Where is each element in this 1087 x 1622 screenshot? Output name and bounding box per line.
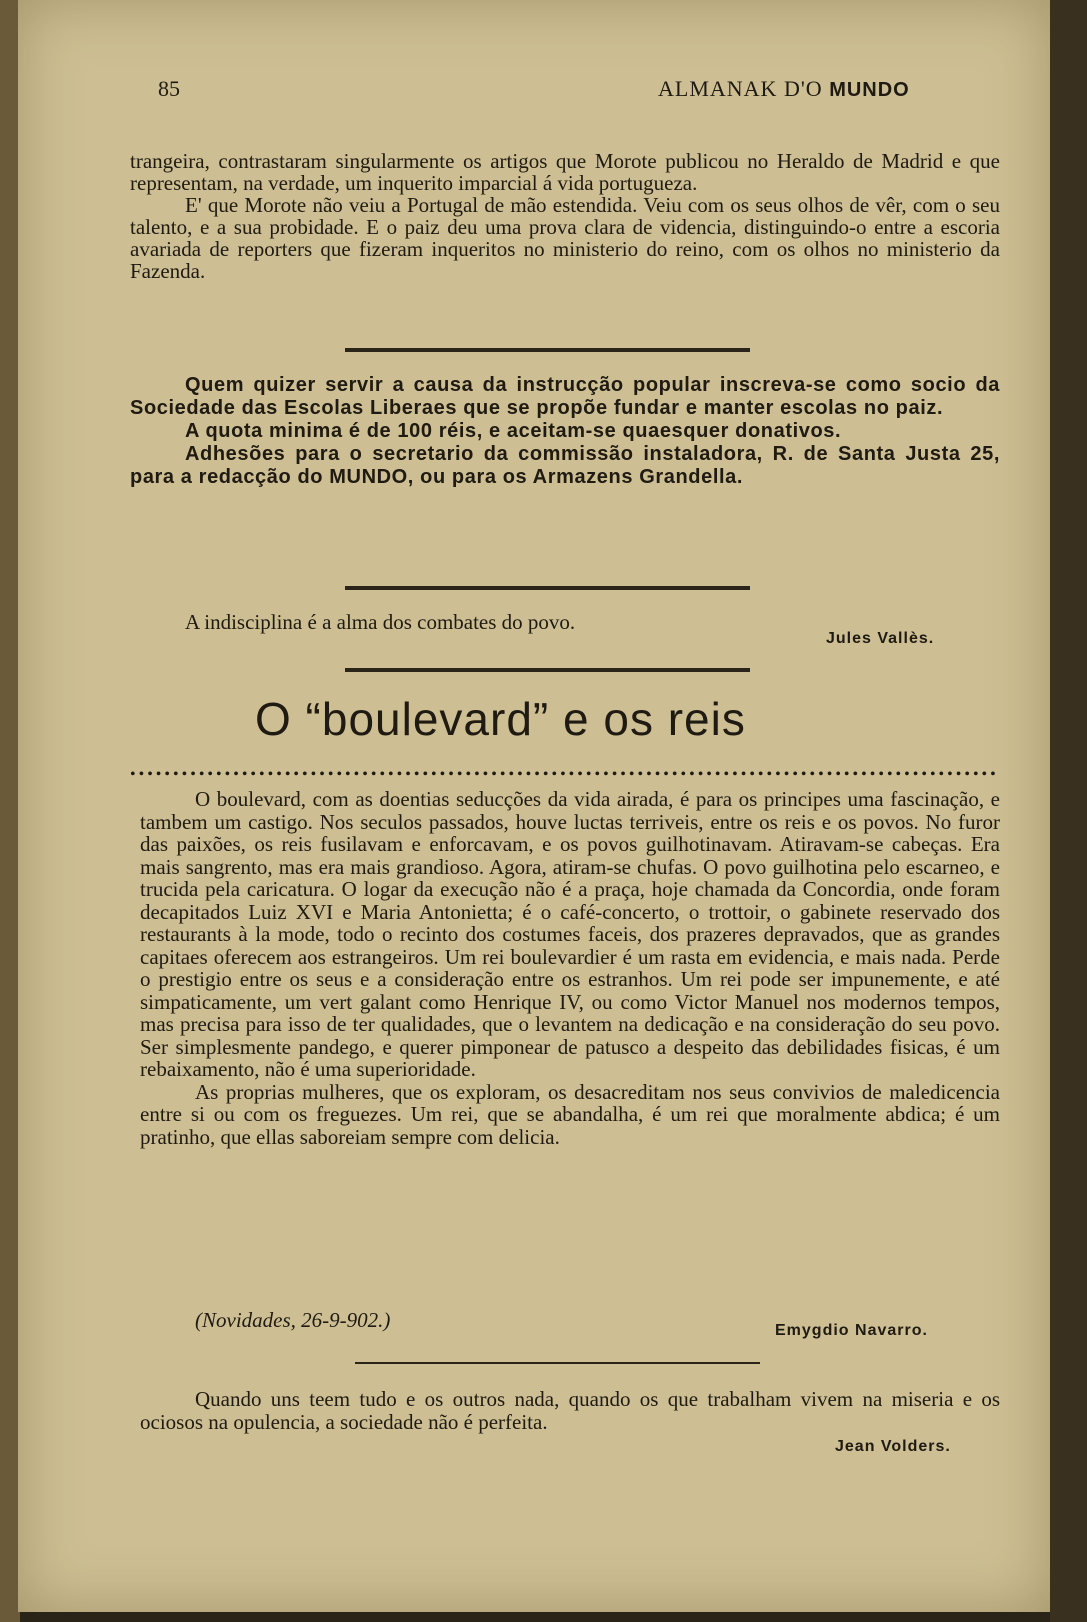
intro-paragraph-1: trangeira, contrastaram singularmente os artigos que Morote publicou no Heraldo de Madrid e que representam, na verdade, um inquerito imparcial á vida portugueza. (130, 149, 1000, 195)
quote-2-author: Jean Volders. (835, 1438, 951, 1455)
book-page (18, 0, 1050, 1612)
intro-text (130, 150, 1000, 282)
intro-paragraph-2: E' que Morote não veiu a Portugal de mão estendida. Veiu com os seus olhos de vêr, com o seu talento, e a sua probidade. E o paiz deu uma prova clara de videncia, distinguindo-o entre a escoria avariada de reporters que fizeram inqueritos no ministerio do reino, com os olhos no ministerio da Fazenda. (130, 193, 1000, 283)
divider-rule (345, 586, 750, 590)
book-spine (0, 0, 20, 1622)
running-title-prefix: ALMANAK D'O (658, 76, 830, 101)
school-notice (130, 374, 1000, 489)
quote-1-author: Jules Vallès. (826, 630, 935, 647)
dotted-divider: ••••••••••••••••••••••••••••••••••••••••••••••••••••••••••••••••••••••••••••••••••••••••••••••••••••• (130, 766, 999, 780)
article-source: (Novidades, 26-9-902.) (195, 1308, 391, 1332)
quote-2-text: Quando uns teem tudo e os outros nada, quando os que trabalham vivem na miseria e os ociosos na opulencia, a sociedade não é perfeita. (140, 1387, 1000, 1434)
page-number: 85 (158, 76, 180, 101)
divider-rule (345, 668, 750, 672)
article-paragraph-2: As proprias mulheres, que os exploram, os desacreditam nos seus convivios de maledicencia entre si ou com os freguezes. Um rei, que se abandalha, é um rei que moralmente abdica; é um pratinho, que ellas saboreiam sempre com delicia. (140, 1079, 1000, 1149)
notice-line-3: Adhesões para o secretario da commissão instaladora, R. de Santa Justa 25, para a redacção do MUNDO, ou para os Armazens Grandella. (130, 443, 1000, 488)
quote-1-text: A indisciplina é a alma dos combates do povo. (185, 610, 576, 634)
notice-line-2: A quota minima é de 100 réis, e aceitam-se quaesquer donativos. (185, 420, 842, 442)
page-edge (1050, 0, 1087, 1622)
divider-rule (345, 348, 750, 352)
running-title (658, 76, 910, 102)
article-author: Emygdio Navarro. (775, 1322, 928, 1339)
quote-2 (140, 1388, 1000, 1433)
divider-rule (355, 1362, 760, 1364)
running-title-bold: MUNDO (829, 79, 910, 101)
page-header (130, 70, 1010, 110)
article-paragraph-1: O boulevard, com as doentias seducções da vida airada, é para os principes uma fascinação, e tambem um castigo. Nos seculos passados, houve luctas terriveis, entre os reis e os povos. No furor das paixões, os reis fusilavam e enforcavam, e os povos guilhotinavam. Atiravam-se cabeças. Era mais sangrento, mas era mais grandioso. Agora, atiram-se chufas. O povo guilhotina pelo escarneo, e trucida pela caricatura. O logar da execução não é a praça, hoje chamada da Concordia, onde foram decapitados Luiz XVI e Maria Antonietta; é o café-concerto, o trottoir, o gabinete reservado dos restaurants à la mode, todo o recinto dos costumes faceis, dos prazeres depravados, que as grandes capitaes oferecem aos estrangeiros. Um rei boulevardier é um rasta em evidencia, e mais nada. Perde o prestigio entre os seus e a consideração entre os estranhos. Um rei pode ser impunemente, e até simpaticamente, um vert galant como Henrique IV, ou como Victor Manuel nos modernos tempos, mas precisa para isso de ter qualidades, que o levantem na dedicação e na consideração do seu povo. Ser simplesmente pandego, e querer pimponear de patusco a despeito das debilidades fisicas, é um rebaixamento, não é uma superioridade. (140, 787, 1000, 1081)
notice-line-1: Quem quizer servir a causa da instrucção popular inscreva-se como socio da Sociedade das Escolas Liberaes que se propõe fundar e manter escolas no paiz. (130, 374, 1000, 419)
article-title: O “boulevard” e os reis (255, 693, 746, 745)
article-body (140, 788, 1000, 1148)
